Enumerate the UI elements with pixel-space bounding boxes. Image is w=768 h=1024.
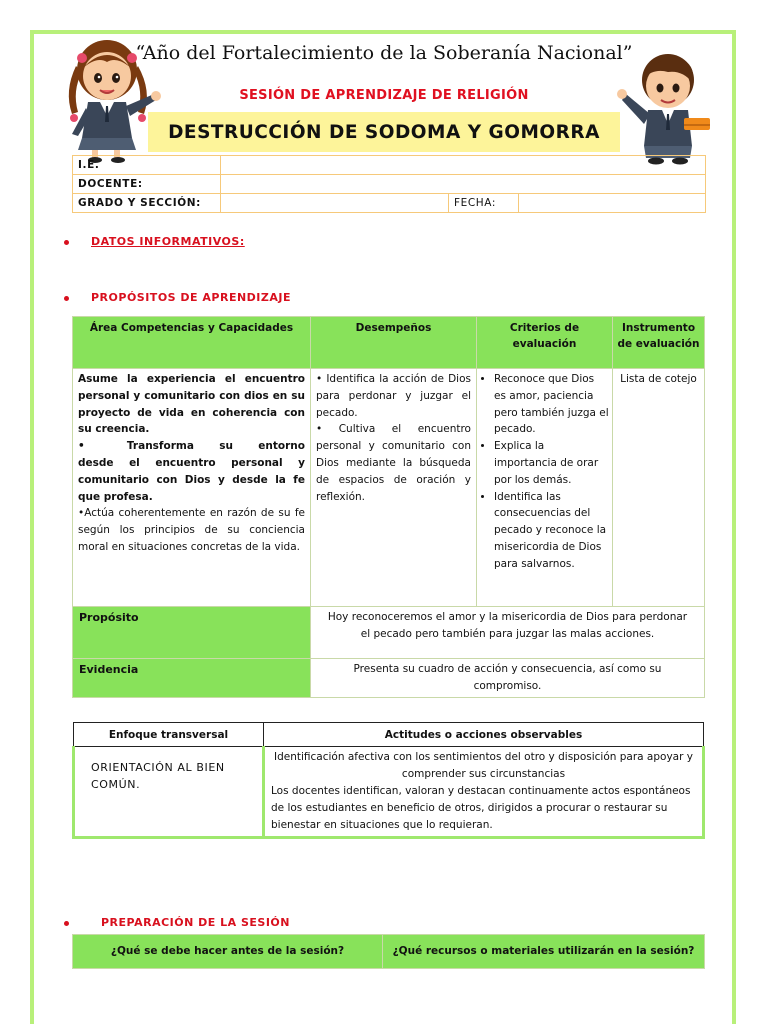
criterios-cell — [477, 369, 613, 607]
bullet-icon — [64, 296, 69, 301]
grado-field[interactable] — [221, 194, 449, 213]
docente-field[interactable] — [221, 175, 706, 194]
actitud-1: Identificación afectiva con los sentimientos del otro y disposición para apoyar y comprender sus circunstancias — [274, 751, 693, 780]
competencia-1: Asume la experiencia el encuentro personal y comunitario con dios en su proyecto de vida en coherencia con su creencia. — [78, 373, 305, 436]
header-instrumento: Instrumento de evaluación — [613, 317, 705, 369]
header-area: Área Competencias y Capacidades — [73, 317, 311, 369]
bullet-icon — [64, 921, 69, 926]
ie-field[interactable] — [221, 156, 706, 175]
prep-resources-header: ¿Qué recursos o materiales utilizarán en la sesión? — [383, 935, 705, 969]
enfoque-value: ORIENTACIÓN AL BIEN COMÚN. — [74, 747, 264, 838]
preparacion-heading: PREPARACIÓN DE LA SESIÓN — [64, 916, 290, 929]
desempenos-cell — [311, 369, 477, 607]
fecha-field[interactable] — [519, 194, 706, 213]
grado-label: GRADO Y SECCIÓN: — [73, 194, 221, 213]
instrumento-cell: Lista de cotejo — [613, 369, 705, 607]
header-enfoque: Enfoque transversal — [74, 723, 264, 747]
year-title: “Año del Fortalecimiento de la Soberanía Nacional” — [135, 42, 633, 64]
desempeno-1: • Identifica la acción de Dios para perdonar y juzgar el pecado. — [316, 373, 471, 419]
actitudes-cell — [264, 747, 704, 838]
header-desempenos: Desempeños — [311, 317, 477, 369]
boy-student-illustration — [612, 48, 720, 166]
proposito-label: Propósito — [73, 607, 311, 659]
competencia-3: •Actúa coherentemente en razón de su fe según los principios de su conciencia moral en situaciones concretas de la vida. — [78, 507, 305, 553]
actitud-2: Los docentes identifican, valoran y destacan continuamente actos espontáneos de los estudiantes en beneficio de otros, dirigidos a procurar o restaurar su bienestar en situaciones que lo requieran. — [271, 785, 691, 831]
info-table — [72, 155, 706, 213]
criterio-item: • Identifica las consecuencias del pecado y reconoce la misericordia de Dios para salvarnos. — [494, 489, 609, 573]
docente-label: DOCENTE: — [73, 175, 221, 194]
desempeno-2: • Cultiva el encuentro personal y comunitario con Dios mediante la búsqueda de espacios de oración y reflexión. — [316, 423, 471, 503]
evidencia-text: Presenta su cuadro de acción y consecuencia, así como su compromiso. — [311, 659, 705, 698]
evidencia-label: Evidencia — [73, 659, 311, 698]
enfoque-table — [72, 722, 705, 839]
criterio-item: • Explica la importancia de orar por los demás. — [494, 438, 609, 488]
propositos-heading: PROPÓSITOS DE APRENDIZAJE — [64, 291, 291, 304]
preparacion-table — [72, 934, 705, 969]
ie-label: I.E. — [73, 156, 221, 175]
competencias-cell — [73, 369, 311, 607]
prep-before-header: ¿Qué se debe hacer antes de la sesión? — [73, 935, 383, 969]
criterios-list — [480, 371, 609, 573]
topic-banner — [148, 112, 620, 152]
session-label: SESIÓN DE APRENDIZAJE DE RELIGIÓN — [239, 88, 529, 103]
header-criterios: Criterios de evaluación — [477, 317, 613, 369]
proposito-text: Hoy reconoceremos el amor y la misericordia de Dios para perdonar el pecado pero también para juzgar las malas acciones. — [311, 607, 705, 659]
purpose-table — [72, 316, 705, 698]
datos-heading: DATOS INFORMATIVOS: — [64, 235, 245, 248]
bullet-icon — [64, 240, 69, 245]
fecha-label: FECHA: — [449, 194, 519, 213]
header-actitudes: Actitudes o acciones observables — [264, 723, 704, 747]
topic-title: DESTRUCCIÓN DE SODOMA Y GOMORRA — [168, 121, 600, 143]
competencia-2: • Transforma su entorno desde el encuentro personal y comunitario con Dios y desde la fe que profesa. — [78, 440, 309, 503]
criterio-item: • Reconoce que Dios es amor, paciencia pero también juzga el pecado. — [494, 371, 609, 438]
